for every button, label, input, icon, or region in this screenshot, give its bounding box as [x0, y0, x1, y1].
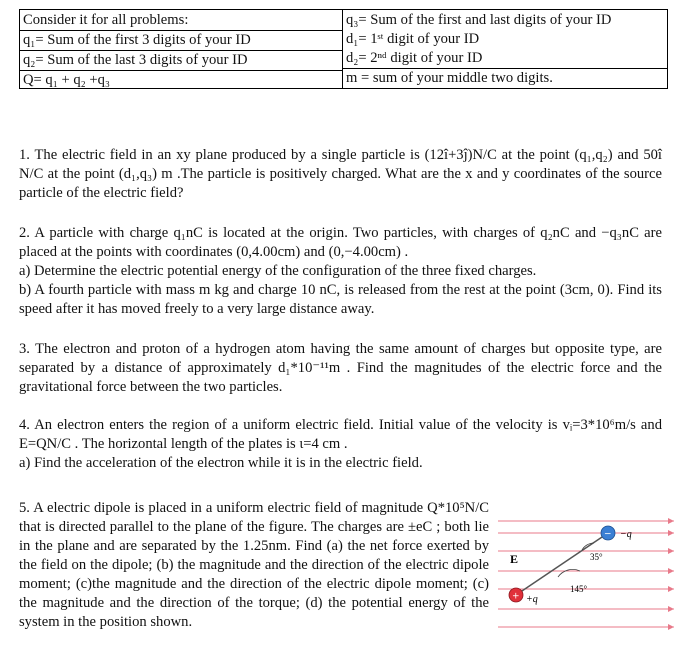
angle-bottom-label: 145° — [570, 584, 588, 594]
field-lines — [498, 518, 674, 630]
problem-2-part-a: a) Determine the electric potential energy of the configuration of the three fixed charges. — [19, 263, 537, 279]
negative-charge-label: −q — [620, 529, 632, 540]
definition-q2: q₂= Sum of the last 3 digits of your ID — [20, 51, 342, 71]
problem-1: 1. The electric field in an xy plane produced by a single particle is (12î+3ĵ)N/C at the point (q₁,q₂) and 50î N/C at the point (d₁,q₃) m .The particle is positively charged. What are the x and y coordinates of the source particle of the electric field? — [19, 147, 662, 201]
definition-Q: Q= q₁ + q₂ +q₃ — [23, 72, 110, 88]
dipole-axis — [516, 533, 608, 595]
positive-charge-label: +q — [526, 594, 538, 605]
svg-text:+: + — [512, 591, 520, 602]
problem-4-part-a: a) Find the acceleration of the electron while it is in the electric field. — [19, 455, 423, 471]
problem-2 — [19, 224, 662, 319]
definition-d1: d₁= 1ˢᵗ digit of your ID — [346, 31, 480, 47]
problem-5: 5. A electric dipole is placed in a uniform electric field of magnitude Q*10⁵N/C that is directed parallel to the plane of the figure. The charges are ±eC ; both lie in the plane and are separated by the 1.25nm. Find (a) the net force exerted by the field on the dipole; (b) the magnitude and the direction of the electric dipole moment; (c)the magnitude and the direction of the electric dipole moment; (c) the magnitude and the direction of the torque; (d) the potential energy of the system in the position shown. — [19, 500, 489, 630]
definitions-right-column — [343, 10, 667, 88]
definition-q1: q₁= Sum of the first 3 digits of your ID — [20, 31, 342, 51]
problem-4-intro: 4. An electron enters the region of a uniform electric field. Initial value of the velocity is vᵢ=3*10⁶m/s and E=QN/C . The horizontal length of the plates is ι=4 cm . — [19, 417, 662, 452]
problem-3: 3. The electron and proton of a hydrogen atom having the same amount of charges but opposite type, are separated by a distance of approximately d₁*10⁻¹¹m . Find the magnitudes of the electric force and the gravitational force between the two particles. — [19, 341, 662, 395]
definition-header: Consider it for all problems: — [20, 11, 342, 31]
angle-top-label: 35° — [590, 552, 603, 562]
definition-q3: q₃= Sum of the first and last digits of your ID — [346, 12, 612, 28]
problem-2-part-b: b) A fourth particle with mass m kg and charge 10 nC, is released from the rest at the point (3cm, 0). Find its speed after it has moved freely to a very large distance away. — [19, 282, 662, 317]
svg-text:−: − — [604, 529, 612, 540]
problem-4 — [19, 416, 662, 473]
definition-m: m = sum of your middle two digits. — [343, 68, 667, 88]
definition-d2: d₂= 2ⁿᵈ digit of your ID — [346, 50, 483, 66]
problem-2-intro: 2. A particle with charge q₁nC is located at the origin. Two particles, with charges of q₂nC and −q₃nC are placed at the points with coordinates (0,4.00cm) and (0,−4.00cm) . — [19, 225, 662, 260]
definitions-table — [19, 9, 668, 89]
definitions-left-column — [20, 10, 343, 88]
field-label: E⃗ — [510, 552, 528, 566]
dipole-diagram — [496, 513, 676, 631]
